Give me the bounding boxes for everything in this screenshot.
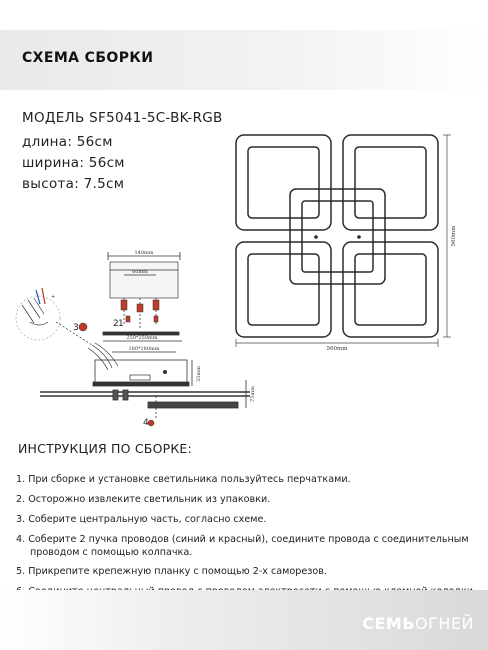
step-number-1: 1 xyxy=(118,319,124,329)
fixture-top-view xyxy=(236,135,438,337)
step-number-4: 4 xyxy=(143,418,149,428)
instruction-step: 1. При сборке и установке светильника пользуйтесь перчатками. xyxy=(16,474,351,485)
dim-75-label: 75mm xyxy=(250,386,256,402)
page-title: СХЕМА СБОРКИ xyxy=(22,50,154,66)
instruction-step: 3. Соберите центральную часть, согласно схеме. xyxy=(16,514,267,525)
dim-140-label: 140mm xyxy=(134,250,154,256)
model-height: высота: 7.5см xyxy=(22,176,125,192)
step-number-3: 3 xyxy=(73,323,79,333)
instruction-step: 2. Осторожно извлеките светильник из упаковки. xyxy=(16,494,271,505)
dim-35-label: 35mm xyxy=(196,366,202,382)
instruction-step: 5. Прикрепите крепежную планку с помощью 2-х саморезов. xyxy=(16,566,327,577)
hand-wiring-detail xyxy=(16,296,92,345)
model-width: ширина: 56см xyxy=(22,155,125,171)
instructions-title: ИНСТРУКЦИЯ ПО СБОРКЕ: xyxy=(18,441,192,456)
footer-band xyxy=(0,590,488,650)
dim-width-label: 560mm xyxy=(326,346,348,352)
instruction-step-line: 4. Соберите 2 пучка проводов (синий и красный), соедините провода с соединительным xyxy=(16,534,469,545)
brand-light: ОГНЕЙ xyxy=(415,614,474,633)
plus-sign: + xyxy=(51,294,56,300)
brand-bold: СЕМЬ xyxy=(362,614,416,633)
dim-height-label: 560mm xyxy=(451,225,457,247)
model-name: МОДЕЛЬ SF5041-5C-BK-RGB xyxy=(22,110,223,126)
instruction-step xyxy=(16,533,476,559)
dim-250-label: 250*250mm xyxy=(126,335,158,341)
instruction-step-continuation: проводом с помощью колпачка. xyxy=(30,547,193,558)
dim-60-label: 60mm xyxy=(132,269,148,275)
dim-180-label: 180*180mm xyxy=(128,346,160,352)
model-length: длина: 56см xyxy=(22,134,113,150)
brand-logo xyxy=(362,614,474,633)
step-number-2: 2 xyxy=(113,319,119,329)
instructions-list xyxy=(16,473,476,605)
